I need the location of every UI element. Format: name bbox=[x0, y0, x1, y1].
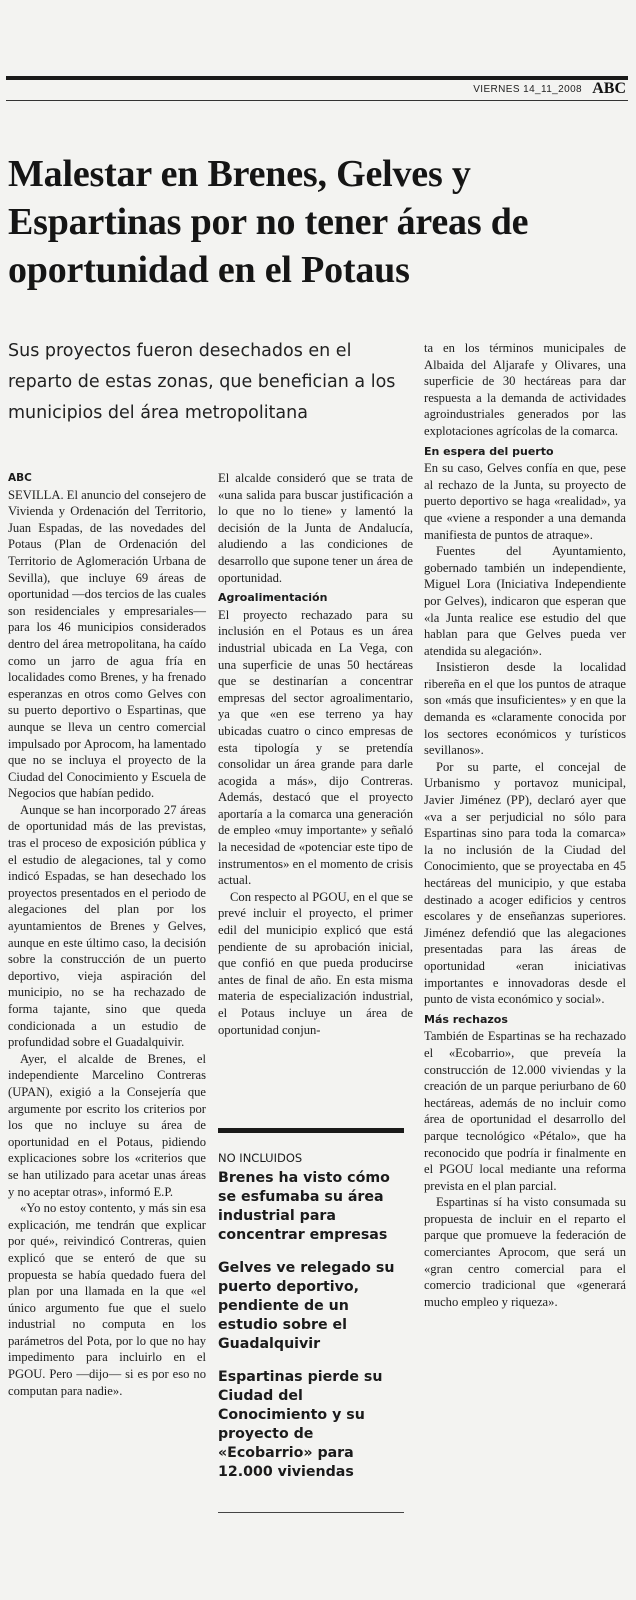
paragraph: En su caso, Gelves confía en que, pese al rechazo de la Junta, su proyecto de puerto deportivo se haga «realidad», ya que «viene a responder a una demanda manifiesta de puntos de atraque». bbox=[424, 461, 626, 542]
paragraph: También de Espartinas se ha rechazado el «Ecobarrio», que preveía la construcción de 12.000 viviendas y la creación de un parque periurbano de 60 hectáreas, además de no incluir como área de oportunidad el desarrollo del parque tecnológico «Pétalo», que ha reconocido que podría ir finalmente en el PGOU local mediante una reforma prevista en el plan parcial. bbox=[424, 1029, 626, 1193]
subheading-agroalimentacion: Agroalimentación bbox=[218, 591, 328, 605]
article-headline: Malestar en Brenes, Gelves y Espartinas por no tener áreas de oportunidad en el Potaus bbox=[8, 153, 529, 291]
subheading-puerto: En espera del puerto bbox=[424, 444, 554, 458]
article-deck: Sus proyectos fueron desechados en el reparto de estas zonas, que benefician a los municipios del área metropolitana bbox=[8, 341, 396, 423]
paragraph: SEVILLA. El anuncio del consejero de Vivienda y Ordenación del Territorio, Juan Espadas, de las novedades del Potaus (Plan de Ordenación del Territorio de Aglomeración Urbana de Sevilla), que incluye 69 áreas de oportunidad —dos tercios de las cuales son residenciales y empresariales— para los 46 municipios considerados dentro del área metropolitana, ha caído como un jarro de agua fría en localidades como Brenes, y ha frenado esperanzas en otros como Gelves con su puerto deportivo o Espartinas, que aunque se lleva un centro comercial impulsado por Aprocom, ha lamentado que no se incluya el proyecto de la Ciudad del Conocimiento y Escuela de Negocios que habían pedido. bbox=[8, 487, 206, 801]
paragraph: Insistieron desde la localidad ribereña en el que los puntos de atraque son «más que insuficientes» y en que la demanda es «claramente conocida por los sectores económicos y turísticos sevillanos». bbox=[424, 660, 626, 758]
paragraph: Por su parte, el concejal de Urbanismo y portavoz municipal, Javier Jiménez (PP), declaró ayer que «va a ser perjudicial no sólo para Espartinas sino para toda la comarca» la no inclusión de la Ciudad del Conocimiento, que se proyectaba en 45 hectáreas del municipio, y que estaba destinado a acoger edificios y centros escolares y de enseñanzas superiores. Jiménez defendió que las alegaciones presentadas para las áreas de oportunidad «eran iniciativas importantes e innovadoras desde el punto de vista económico y social». bbox=[424, 759, 626, 1007]
byline: ABC bbox=[8, 472, 32, 484]
article-column-1 bbox=[8, 470, 206, 1399]
sidebar-item-espartinas: Espartinas pierde su Ciudad del Conocimiento y su proyecto de «Ecobarrio» para 12.000 viviendas bbox=[218, 1369, 383, 1480]
paragraph: Aunque se han incorporado 27 áreas de oportunidad más de las previstas, tras el proceso de exposición pública y el estudio de alegaciones, tal y como indicó Espadas, se han desechado los proyectos presentados en el periodo de alegaciones del plan por los ayuntamientos de Brenes y Gelves, aunque en este último caso, la decisión sobre la construcción de un puerto deportivo, vieja aspiración del municipio, no se ha rechazado de forma tajante, sino que queda condicionada a un estudio de profundidad sobre el Guadalquivir. bbox=[8, 802, 206, 1050]
article-column-2 bbox=[218, 470, 413, 1038]
subheading-rechazos: Más rechazos bbox=[424, 1012, 508, 1026]
sidebar-item-gelves: Gelves ve relegado su puerto deportivo, pendiente de un estudio sobre el Guadalquivir bbox=[218, 1260, 395, 1352]
paragraph: Ayer, el alcalde de Brenes, el independiente Marcelino Contreras (UPAN), exigió a la Consejería que argumente por escrito los criterios por los que no incluye su área de oportunidad en el Potaus, pidiendo explicaciones sobre los «criterios que se han utilizado para acetar unas áreas y no aceptar otras», informó E.P. bbox=[8, 1051, 206, 1199]
newspaper-logo: ABC bbox=[592, 80, 626, 97]
paragraph: El proyecto rechazado para su inclusión en el Potaus es un área industrial ubicada en La Vega, con una superficie de unas 50 hectáreas que se destinarían a concentrar empresas del sector agroalimentario, ya que «en ese terreno ya hay ubicadas cuatro o cinco empresas de esta tipología y se pretendía consolidar un área grande para darle acogida a más», dijo Contreras. Además, destacó que el proyecto aportaría a la comarca una generación de empleo «muy importante» y señaló la necesidad de «potenciar este tipo de instrumentos» en el momento de crisis actual. bbox=[218, 607, 413, 888]
paragraph: Con respecto al PGOU, en el que se prevé incluir el proyecto, el primer edil del municipio explicó que está pendiente de su aprobación inicial, que confió en que pueda producirse antes de final de año. En esta misma materia de especialización industrial, el Potaus incluye un área de oportunidad conjun- bbox=[218, 889, 413, 1037]
article-column-3 bbox=[424, 340, 626, 1310]
header-thin-rule bbox=[6, 100, 628, 101]
paragraph: El alcalde consideró que se trata de «una salida para buscar justificación a lo que no lo tiene» y lamentó la decisión de la Junta de Andalucía, aludiendo a las condiciones de desarrollo que supone tener un área de oportunidad. bbox=[218, 471, 413, 585]
sidebar-label: NO INCLUIDOS bbox=[218, 1151, 303, 1165]
paragraph: Espartinas sí ha visto consumada su propuesta de incluir en el reparto el parque que promueve la federación de comerciantes Aprocom, que será un «gran centro comercial para el comercio tradicional que «generará mucho empleo y riqueza». bbox=[424, 1195, 626, 1309]
sidebar-box-no-incluidos bbox=[218, 1128, 404, 1496]
sidebar-item-brenes: Brenes ha visto cómo se esfumaba su área industrial para concentrar empresas bbox=[218, 1170, 390, 1243]
paragraph: «Yo no estoy contento, y más sin esa explicación, me tendrán que explicar por qué», reivindicó Contreras, quien explicó que se enteró de que su propuesta se había quedado fuera del plan por una llamada en la que «el único argumento fue que el suelo industrial no computa en los parámetros del Pota, por lo que no hay impedimento para incluirlo en el PGOU. Pero —dijo— si es por eso no computan para nadie». bbox=[8, 1201, 206, 1398]
sidebar-bottom-rule bbox=[218, 1512, 404, 1513]
issue-date: VIERNES 14_11_2008 bbox=[473, 84, 582, 95]
header-rule bbox=[6, 76, 628, 80]
paragraph: Fuentes del Ayuntamiento, gobernado también un independiente, Miguel Lora (Iniciativa Independiente por Gelves), indicaron que esperan que «la Junta realice ese estudio del que hablan para que Gelves pueda ver atendida su alegación». bbox=[424, 544, 626, 658]
paragraph: ta en los términos municipales de Albaida del Aljarafe y Olivares, una superficie de 30 hectáreas para dar respuesta a la demanda de actividades agroindustriales generados por las explotaciones agrícolas de la comarca. bbox=[424, 341, 626, 438]
